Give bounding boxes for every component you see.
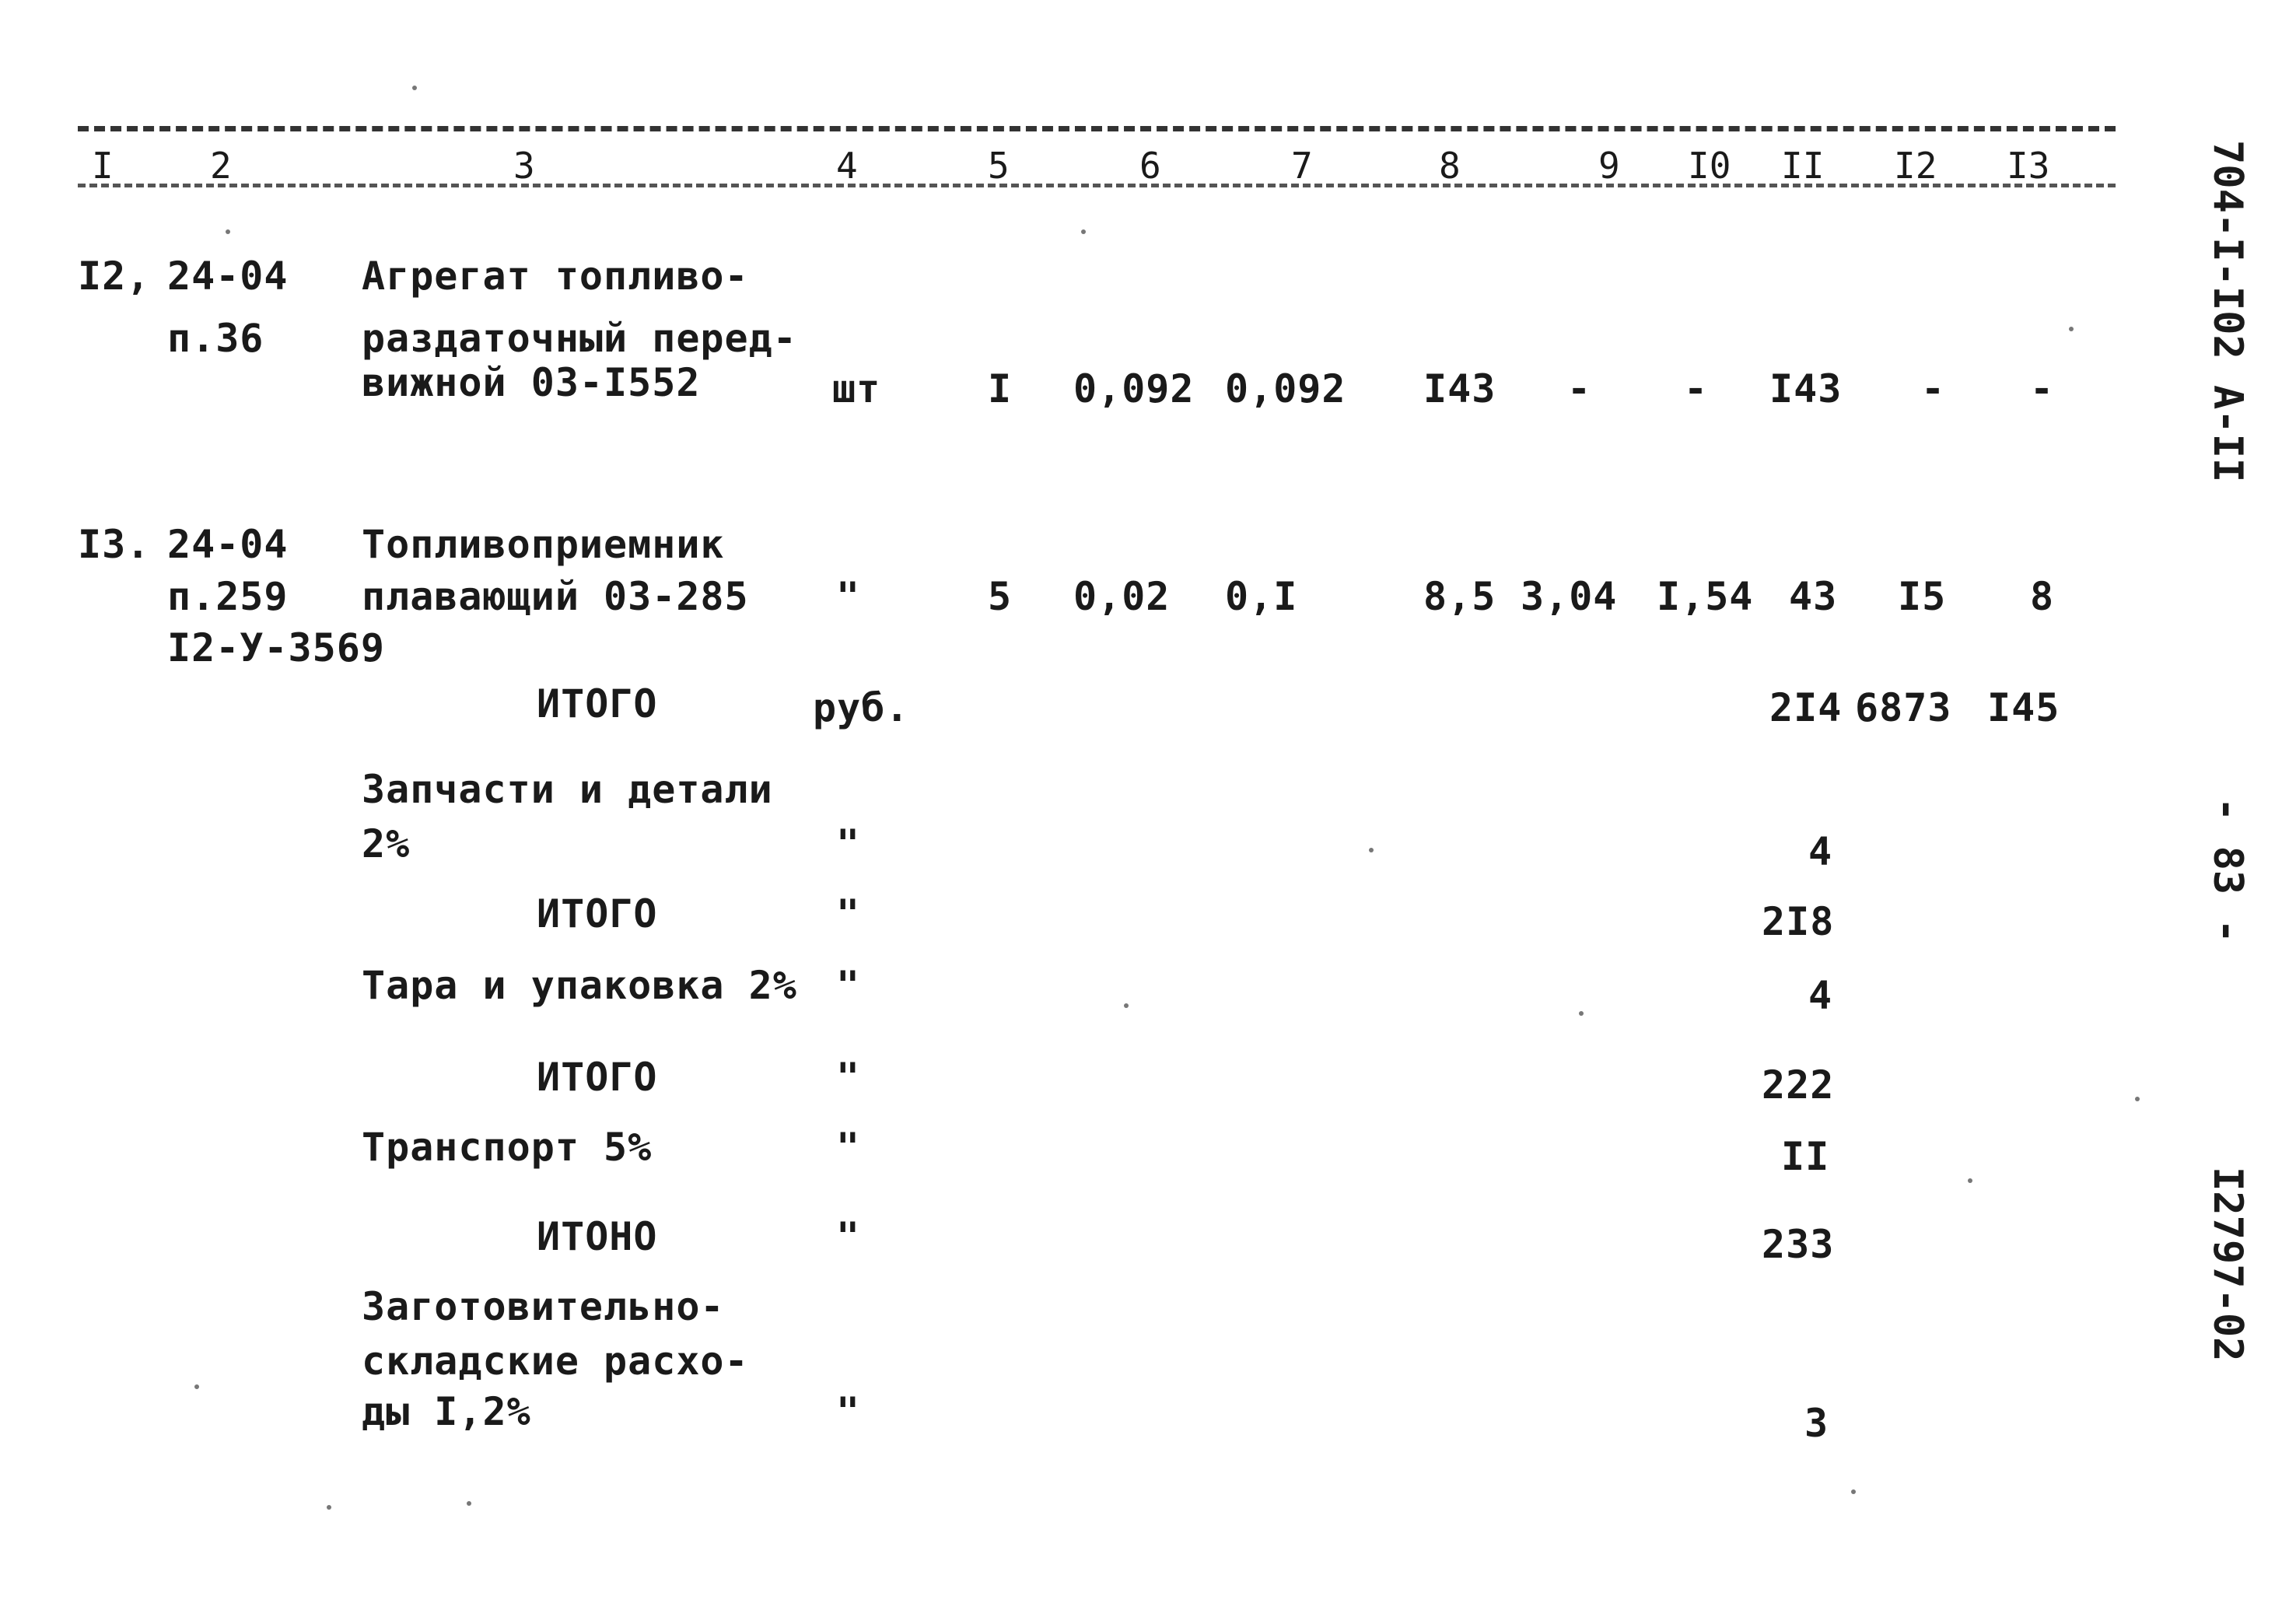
row-col-8: I43: [1423, 366, 1496, 411]
row-col-8: 8,5: [1423, 574, 1496, 619]
summary-label: ИТОГО: [537, 1055, 658, 1100]
summary-unit: ": [836, 1125, 861, 1170]
scan-speck: [2069, 327, 2074, 331]
margin-page-number: - 83 -: [2204, 797, 2251, 943]
header-rule-top: [78, 126, 2116, 131]
row-col-10: -: [1684, 366, 1709, 411]
scan-speck: [1124, 1003, 1129, 1008]
row-col-11: 43: [1789, 574, 1838, 619]
row-name-line: раздаточный перед-: [362, 316, 797, 361]
row-col-10: I,54: [1657, 574, 1754, 619]
row-unit: ": [836, 574, 861, 619]
row-col-11: I43: [1769, 366, 1843, 411]
col-header-10: I0: [1688, 145, 1731, 187]
row-col-5: I: [988, 366, 1013, 411]
col-header-3: 3: [513, 145, 535, 187]
col-header-11: II: [1781, 145, 1825, 187]
scan-speck: [1968, 1178, 1972, 1183]
row-number: I2,: [78, 254, 151, 299]
summary-col-11: II: [1781, 1134, 1830, 1179]
scan-speck: [194, 1384, 199, 1389]
row-col-9: 3,04: [1521, 574, 1618, 619]
summary-label: 2%: [362, 821, 411, 866]
col-header-2: 2: [210, 145, 232, 187]
row-name-line: Агрегат топливо-: [362, 254, 749, 299]
row-col-5: 5: [988, 574, 1013, 619]
col-header-8: 8: [1439, 145, 1461, 187]
summary-label: ды I,2%: [362, 1389, 531, 1434]
row-col-7: 0,092: [1225, 366, 1346, 411]
row-col-12: I5: [1898, 574, 1947, 619]
scan-speck: [1369, 848, 1374, 852]
scan-speck: [2135, 1097, 2140, 1101]
row-col-7: 0,I: [1225, 574, 1298, 619]
col-header-12: I2: [1894, 145, 1937, 187]
col-header-4: 4: [836, 145, 858, 187]
row-col-9: -: [1567, 366, 1592, 411]
col-header-5: 5: [988, 145, 1010, 187]
summary-label: Транспорт 5%: [362, 1125, 653, 1170]
summary-label: Тара и упаковка 2%: [362, 963, 797, 1008]
row-code-line: п.36: [167, 316, 264, 361]
summary-col-13: I45: [1987, 685, 2060, 730]
scan-speck: [1579, 1011, 1584, 1016]
scan-speck: [1081, 229, 1086, 234]
col-header-1: I: [92, 145, 114, 187]
row-code-line: п.259: [167, 574, 289, 619]
row-col-12: -: [1921, 366, 1946, 411]
row-number: I3.: [78, 522, 151, 567]
summary-col-11: 4: [1808, 973, 1833, 1018]
summary-col-12: 6873: [1855, 685, 1952, 730]
row-name-line: Топливоприемник: [362, 522, 725, 567]
summary-col-11: 4: [1808, 829, 1833, 874]
row-unit: шт: [832, 366, 881, 411]
margin-inventory-number: I2797-02: [2204, 1167, 2251, 1362]
scan-speck: [226, 229, 230, 234]
row-name-line: плавающий 03-285: [362, 574, 749, 619]
summary-unit: руб.: [813, 685, 910, 730]
row-col-13: 8: [2030, 574, 2055, 619]
row-col-6: 0,092: [1073, 366, 1195, 411]
col-header-7: 7: [1291, 145, 1313, 187]
summary-label: ИТОГО: [537, 681, 658, 726]
summary-unit: ": [836, 1389, 861, 1434]
row-code-line: 24-04: [167, 254, 289, 299]
margin-album: А-II: [2204, 385, 2251, 483]
col-header-6: 6: [1139, 145, 1161, 187]
scan-speck: [467, 1501, 471, 1506]
summary-label: ИТОНО: [537, 1214, 658, 1259]
col-header-9: 9: [1598, 145, 1620, 187]
summary-label: Запчасти и детали: [362, 767, 773, 812]
summary-unit: ": [836, 821, 861, 866]
summary-unit: ": [836, 1055, 861, 1100]
scan-speck: [412, 86, 417, 90]
summary-label: Заготовительно-: [362, 1284, 725, 1329]
summary-label: ИТОГО: [537, 891, 658, 936]
scan-speck: [1851, 1489, 1856, 1494]
summary-col-11: 2I8: [1762, 899, 1835, 944]
margin-doc-code: 704-I-I02: [2204, 140, 2251, 359]
summary-col-11: 2I4: [1769, 685, 1843, 730]
row-code-line: 24-04: [167, 522, 289, 567]
col-header-13: I3: [2007, 145, 2050, 187]
row-name-line: вижной 03-I552: [362, 360, 701, 405]
summary-unit: ": [836, 963, 861, 1008]
summary-unit: ": [836, 891, 861, 936]
summary-col-11: 233: [1762, 1222, 1835, 1267]
summary-unit: ": [836, 1214, 861, 1259]
row-code-line: I2-У-3569: [167, 625, 385, 670]
summary-col-11: 3: [1804, 1401, 1829, 1446]
row-col-6: 0,02: [1073, 574, 1171, 619]
scan-speck: [327, 1505, 331, 1510]
row-col-13: -: [2030, 366, 2055, 411]
summary-col-11: 222: [1762, 1062, 1835, 1108]
summary-label: складские расхо-: [362, 1339, 749, 1384]
